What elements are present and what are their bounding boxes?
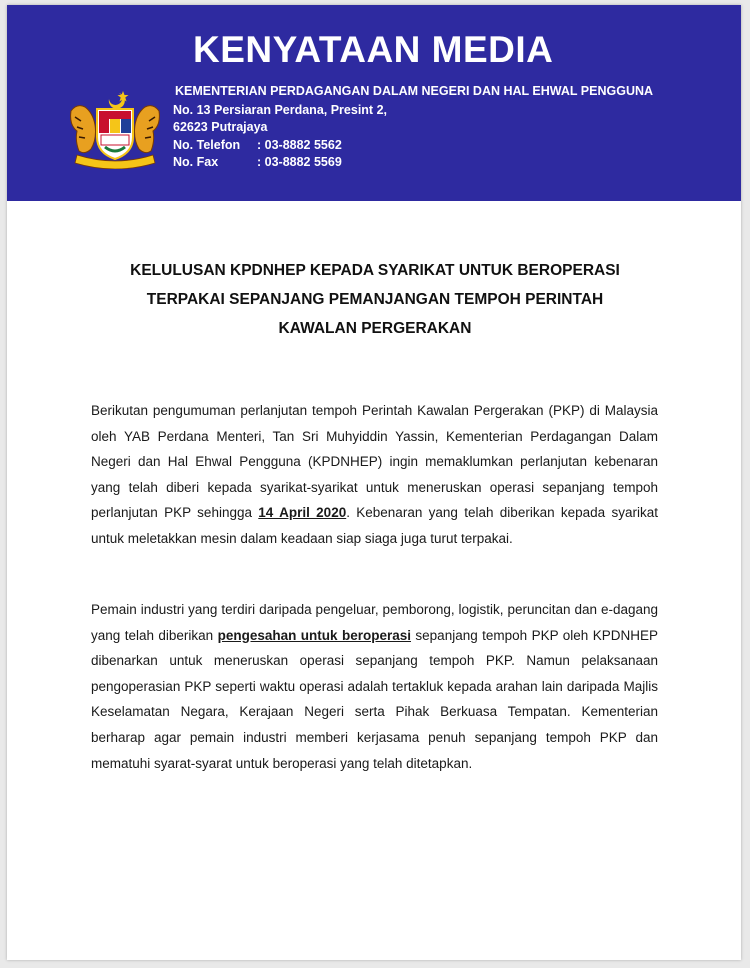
phone-value: : 03-8882 5562 <box>257 138 342 152</box>
statement-headline <box>67 256 683 343</box>
operating-approval-highlight: pengesahan untuk beroperasi <box>217 627 411 643</box>
fax-label: No. Fax <box>173 155 219 169</box>
fax-value: : 03-8882 5569 <box>257 155 342 169</box>
body-paragraph-1 <box>91 398 658 552</box>
paragraph-2-text-end: sepanjang tempoh PKP oleh KPDNHEP dibenarkan untuk meneruskan operasi sepanjang tempoh PKP. Namun pelaksanaan pengoperasian PKP seperti waktu operasi adalah tertakluk kepada arahan lain daripada Majlis Keselamatan Negara, Kerajaan Negeri serta Pihak Berkuasa Tempatan. Kementerian berharap agar pemain industri memberi kerjasama penuh sepanjang tempoh PKP dan mematuhi syarat-syarat untuk beroperasi yang telah ditetapkan. <box>91 627 658 771</box>
ministry-name: KEMENTERIAN PERDAGANGAN DALAM NEGERI DAN HAL EHWAL PENGGUNA <box>175 84 654 98</box>
headline-line-1: KELULUSAN KPDNHEP KEPADA SYARIKAT UNTUK BEROPERASI <box>130 262 620 279</box>
document-page <box>7 5 741 960</box>
paragraph-2-text: Pemain industri yang terdiri daripada pengeluar, pemborong, logistik, peruncitan dan e-dagang yang telah diberikan <box>91 602 658 643</box>
deadline-date: 14 April 2020 <box>258 505 347 521</box>
headline-line-2: TERPAKAI SEPANJANG PEMANJANGAN TEMPOH PERINTAH <box>146 291 604 308</box>
banner-title: KENYATAAN MEDIA <box>193 29 554 70</box>
address-line-1: No. 13 Persiaran Perdana, Presint 2, <box>173 103 387 117</box>
paragraph-1-text: Berikutan pengumuman perlanjutan tempoh Perintah Kawalan Pergerakan (PKP) di Malaysia oleh YAB Perdana Menteri, Tan Sri Muhyiddin Yassin, Kementerian Perdagangan Dalam Negeri dan Hal Ehwal Pengguna (KPDNHEP) ingin memaklumkan perlanjutan kebenaran yang telah diberi kepada syarikat-syarikat untuk meneruskan operasi sepanjang tempoh perlanjutan PKP sehingga <box>91 403 658 521</box>
phone-label: No. Telefon <box>173 138 241 152</box>
address-line-2: 62623 Putrajaya <box>173 120 268 134</box>
phone-row <box>173 138 342 152</box>
body-paragraph-2 <box>91 597 658 776</box>
paragraph-1-text-end: . Kebenaran yang telah diberikan kepada syarikat untuk meletakkan mesin dalam keadaan siap siaga juga turut terpakai. <box>91 505 658 546</box>
fax-row <box>173 155 342 169</box>
malaysia-coat-of-arms-icon <box>65 87 165 169</box>
headline-line-3: KAWALAN PERGERAKAN <box>278 320 472 337</box>
media-statement-banner <box>7 5 741 201</box>
